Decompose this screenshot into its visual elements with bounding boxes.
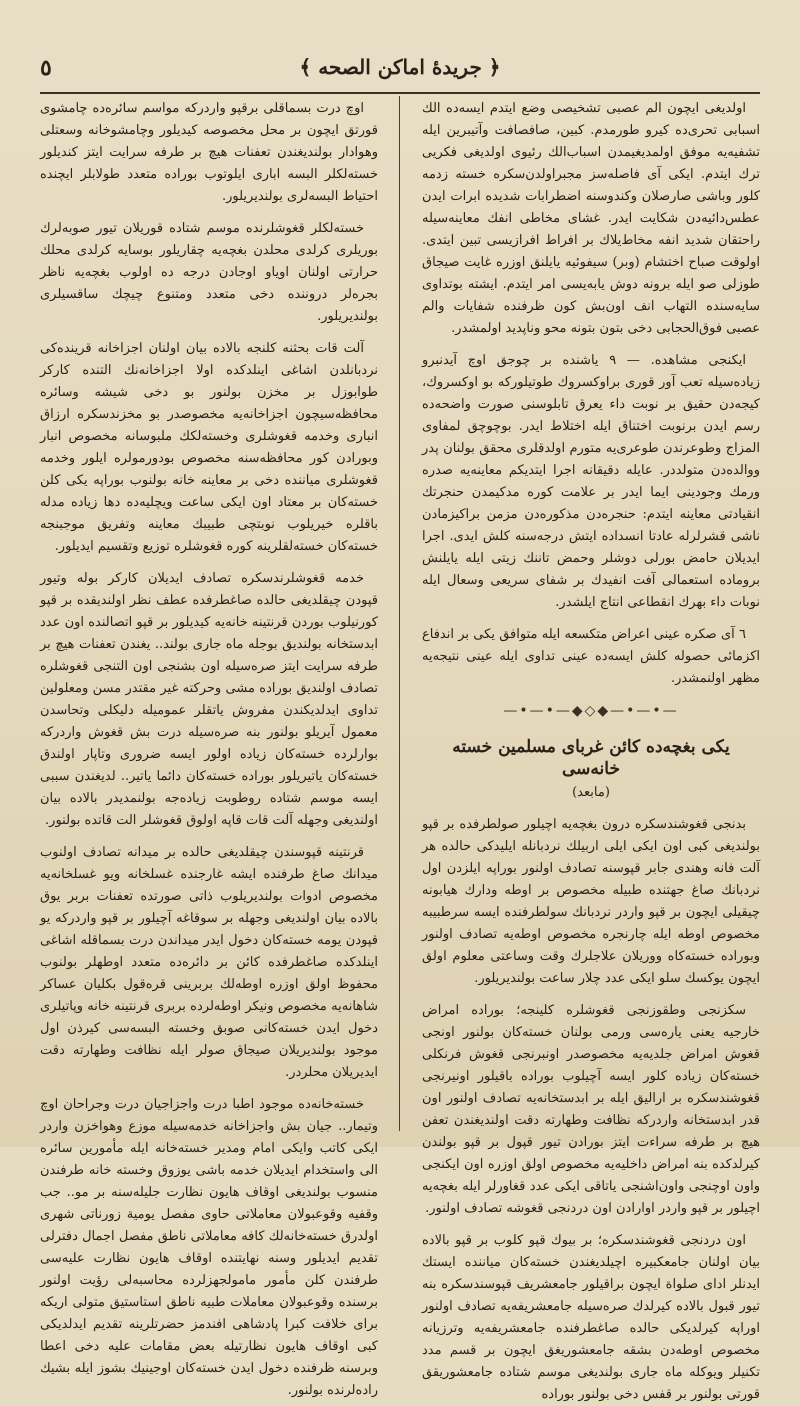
paragraph: خدمه قغوشلرندسكره تصادف ايديلان كاركر بوله وتيور قپودن چيقلديغى حالده صاغطرفده عطف نظر اولنديقده بر قپو كورنيلوب بوردن قرنتينه خانه‌يه كيديلور بر قپو اتصالنده اون عدد ابدستخانه بولنديق بوجله ماه جارى بولند.. يغندن تعفنات هيچ بر طرفه سرايت ايتز صرەسيله اون بشنجى اون التنجى قغوشلره تصادف اولنديق بوراده مشى وحركته غير مقتدر مسن ومعلولين تداوى ايدلديكندن مفروش ياتقلر عموميله دليكلى وتحاسدن معمول آيريلو بولنور بنه صرەسيله درت بش قغوش واردركه بوارلرده خسته‌كان زياده اولور ايسه ضرورى وتاپار اولندق خسته‌كان ياتيريلور بوراده خسته‌كان دائما ياتير.. لديغندن سببى ايسه موسم شتاده روطوبت زياده‌جه بولنمديدر بالاده بيان اولنديغى وجهله آلت قات قاپه اولوق قغوشلر الت قاتده بولنور.: [40, 571, 378, 828]
left-column: [40, 98, 378, 1398]
page-number: ٥: [40, 55, 52, 81]
paragraph: اولديغى ايچون الم عصبى تشخيصى وضع ايتدم ايسه‌ده الك اسبابى تحرى‌ده كيرو طورمدم. كبين، صافصافت وآتيبرين ايله تشفيه‌يه موفق اولمدیغیمدن اسباب‌الك رئيوى اولديغى فكريى ترك ايتدم. ايكى آى فاصله‌سز مجبراولدن‌سكره خسته زدمه كلور وباشى صارصلان وكندوسنه اضطرابات شديده ابرات ايدن عطس‌دائیه‌دن شكايت ايدر. غشاى مخاطى انفك معاینه‌سيله راحتقان شديد انفه مخاط‌يلاك بر افراط افرازيسى تبين ايتدى. اولوقت صباح اختشام (وبر) سيفوئيه يايلنق اوزره غايت صيجاق طوزلى صو ايله برونه دوش يابه‌يسى امر ايتدم. ايشته بوتداوى سايه‌سنده التهاب انف اون‌بش كون ظرفنده شفايات والم عصبى فوق‌الحجابى دخى بتون بتونه محو وناپديد اولمشدر.: [422, 101, 760, 336]
paragraph: اوچ درت بسماقلى برقپو واردركه مواسم سائره‌ده چامشوى قورتق ايچون بر محل مخصوصه كيديلور وچامشوخانه وسعتلى وهوادار بولنديغندن تعفنات هيچ بر طرفه سرايت ايتز كنديلور خسته‌لكلر البسه ابارى ايلوتوب بوراده متعدد طولابلر ايچنده احتياط البسه‌لرى بولنديريلور.: [40, 101, 378, 204]
paragraph: خسته‌لكلر قغوشلرنده موسم شتاده قوريلان تيور صوبه‌لرك بوريلرى كرلدى محلدن بغچه‌يه چقاريلور بوسايه كرلدى محلك حرارتى اولنان اوياو اوجادن درجه ده اولوب بغچه‌يه ناظر بجره‌لر دروننده دخى متعدد ومتنوع چيچك ساقسيلرى بولنديريلور.: [40, 221, 378, 324]
page-header: [40, 55, 760, 95]
paragraph: اون دردنجى قغوشندسكره؛ بر بيوك قپو كلوب بر قپو بالاده بيان اولنان جامعكبيره اچيلديغندن خسته‌كان مياننده ايستك ايدنلر اداى صلواة ايچون براقيلور جامعشريف قپوسندسكره بنه تيور قبول بالاده كيرلدك صرەسيله جامعشريفه‌يه تصادف اولنور اوراپه كيرلديكى حالده صاغطرفنده جامعشريفه‌يه وترزيانه مخصوص اوطه‌دن بشقه جامعشوريغق ايچون بر قسم مدد تكنيلر ويوكله ماه جارى بولنديغى موسم شتاده جامعشوريقق قورتى بولنور بر قفس دخى بولنور بوراده: [422, 1233, 761, 1402]
column-divider: [399, 96, 400, 1131]
journal-title: ﴿ جریدهٔ اماكن الصحه ﴾: [299, 55, 501, 79]
paragraph: خسته‌خانه‌ده موجود اطبا درت واجزاجيان درت وجراحان اوچ وتيمار.. جيان بش واجزاخانه خدمه‌سيله موزع وهواخزن واردر ايكى كاتب وايكى امام ومدير خسته‌خانه ايله مأمورين سائره الى واستخدام ايديلان خدمه باشى يوزوق وخسته خانه طرفندن منسوب بولنديغى اوقاف هايون نظارت جليله‌سنه بر مو.. جب وقفيه وقوعبولان معاملاتى حاوى مفصل يومية زورناتى شهرى اولدرق خسته‌خانه‌لك كافه معاملاتى ناطق مفصل اجمال دفترلى تقديم ايديلور وسنه نهايتنده اوقاف هايون نظارت عليه‌سى طرفندن كلن مأمور مامولجهزلرده محاسبه‌لى رؤيت اولنور برسنده وقوعبولان معاملات طبيه ناطق استاستيق متولى اريكه براى خلافت كبرا پادشاهى افندمز حضرتلرينه تقديم ايدلديكى كبى اوقاف هايون نظارتيله بعض مقامات عليه دخى اعطا وبرسنه ظرفنده دخول ايدن خسته‌كان اوجينيك بشوز ايله بشيك رادەلرنده بولنور.: [40, 1097, 378, 1398]
header-rule: [40, 92, 760, 94]
paragraph: قرنتينه قپوسندن چيقلديغى حالده بر ميدانه تصادف اولنوب ميدانك صاغ طرفنده ايشه غارجنده غسلخانه ويو غسلخانه‌يه مخصوص ادوات بولنديريلوب ذاتى صورتده تعفنات بربر يوق بالاده بيان اولنديغى وجهله بر سوقاغه آچيلور بر قپو واردركه يو قپودن يومه خسته‌كان دخول ايدر ميداندن درت بسماقله اشاغى اينلدكده صاغطرفده كائن بر دائرەده متعدد اوطهلر بولنوب محفوظ اولق اوزره اوطه‌لك بربرينى قرەقول بكليان عساكر شاهانه‌يه مخصوص ونيكر اوطه‌لرده بربرى قرنتينه خانه وپاتيلرى دخول ايدن خسته‌كانى صوبق وخسته البسه‌سى كيرذن اول موجود بولنديريلان صيجاق صولر ايله نظافت وطهارته دقت ايديريلان محلردر.: [40, 845, 378, 1080]
paragraph: آلت قات بحثنه كلنجه بالاده بيان اولنان اجزاخانه قرينده‌كى نردبانلدن اشاغى اينلدكده اولا اجزاخانه‌نك التنده كاركر طوابوزل بر مخزن بولنور بو دخى شيشه وسائره محافظه‌سيچون اجزاخانه‌يه مخصوصدر بو مخزندسكره ارزاق انبارى وخدمه قغوشلرى وخسته‌لكك ملبوسانه مخصوص انبار وبورادن كور محافظه‌سنه مخصوص بودورمولره ايلور وخدمه قغوشلرى مياننده دخى بر معاينه خانه بولنوب بوراپه يكى كلن خسته‌كان بر معتاد اون ايكى ساعت ويچليه‌ده دها زياده مدله باقلره خيريلوب نوبتچى طبيبك معاينه وتفريق موجبنجه خسته‌كان خسته‌لقلرينه كوره قغوشلره توزيع وتقسيم ايديلور.: [40, 341, 378, 554]
paragraph: ٦ آى صكره عينى اعراض متكسعه ايله متوافق يكى بر اندفاع اكزمائى حصوله كلش ايسه‌ده عينى تداوى ايله عينى نتيجه‌يه مظهر اولنمشدر.: [422, 627, 760, 686]
section-subtitle: (مابعد): [572, 785, 610, 800]
section-ornament: —•—•—◆◇◆—•—•—: [503, 703, 679, 719]
paragraph: بدنجى قغوشندسكره درون بغچه‌يه اچيلور صولطرفده بر قپو بولنديغى كبى اون ايكى ايلى اربيلك نردبانله ايليدكى حالده هر آلت فانه وهندى جابر قپوسنه تصادف اولنور بوراپه ايلزدن اول نردبانك صاغ جهتنده طبيله مخصوص بر اوطه ودارك هيابونه چيقيلى ايچون بر قپو واردر نردبانك سولطرفنده ايسه سرطبيبه مخصوص اوطه ايله چارنجره مخصوص اوطه‌يه تصادف اولنور وبوراده خسته‌كاه ووريلان علاجلرك وقت وساعتى معلوم اولق ايچون يوكسك سلو ايكى عدد چلار ساعت بولنديريلور.: [422, 817, 760, 986]
paragraph: ايكنجى مشاهده. — ٩ ياشنده بر چوجق اوچ آيدنبرو زياده‌سيله تعب آور قورى براوكسروك طوتيلوركه بو اوكسروك، كيجه‌دن حقيق بر نوبت داء يعرق تابلوسنى صورت واضحه‌ده رسم ايدن برنوبت اختناق ايله اختلاط ايدر. بوچوچق لمفاوى المزاج وطوعرندن طوعرى‌يه متورم اولدقلرى محقق بولنان پدر ووالده‌دن متولددر. عايله دقيقانه اجرا ايتديكم معاینه‌يه صدره ورمك وجودينى ايما ايدر بر علامت كوره مدكيمدن حنجرتك انقيادتى معاینه ايتدم: حنجره‌دن مذكوره‌دن مزمن براكيزمادن ناشى قشرلرله عادتا انسداده ايتش درجه‌سنه كلش ايدى. اجرا ايديلان حامض بورلى دوشلر وحمض تاننك زيتى ايله يايلنش بروماده استعمالى آفت انفيدك بر شفاى سريعى وسعال ايله نوبات داء بهرك انقطاعى انتاج ايلشدر.: [422, 353, 760, 610]
paragraph: سكزنجى وطقوزنجى قغوشلره كلينجه؛ بوراده امراض خارجيه يعنى يارە‌سى ورمى بولنان خسته‌كان بولنور اونجى قغوش امراض جلديه‌يه مخصوصدر اونبرنجى قغوش فرنكلى خسته‌كان زياده كلور ايسه آچيلوب بوراده باقيلور اونيرنجى قغوشندسكره بر اراليق ايله بر ابدستخانه‌يه تصادف اولنور اون قدر ابدستخانه واردركه نظافت وطهارته دقت اولنديغندن تعفن هيچ بر طرفه سراءت ايتز بورادن تيور قپول بر قپو بولندن كيرلدكده بنه امراض داخليه‌يه مخصوص اولق اوزره اون ايكنجى واون اوچنجى واون‌اشنجى ياتاقى ايكى عدد قغاورلر ايله بغچه‌يه اچيلور بر قپو واردر اوارادن اون دردنجى قغوشه تصادف اولنور.: [422, 1003, 760, 1216]
section-title: يكى بغچه‌ده كائن غرباى مسلمين خسته خانه‌سى: [452, 737, 730, 779]
right-column: [422, 98, 761, 1402]
